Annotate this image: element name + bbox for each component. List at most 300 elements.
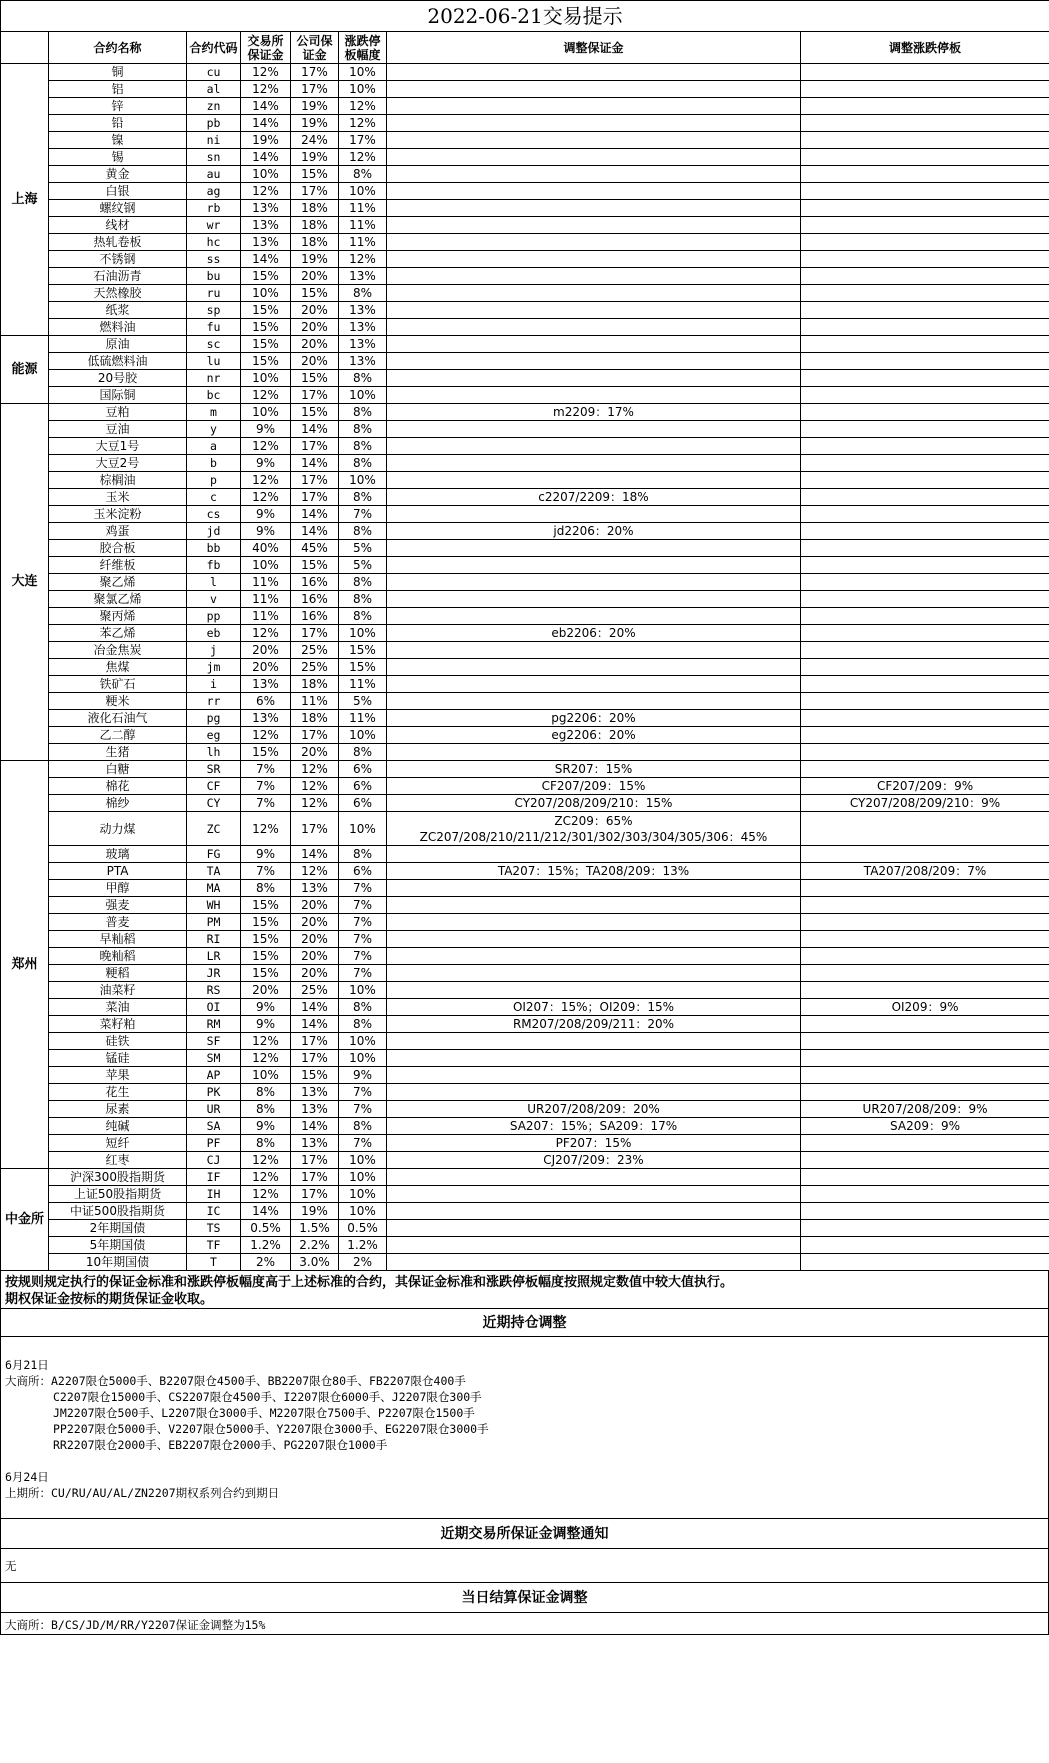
contract-name: 胶合板	[49, 540, 187, 557]
adjust-limit	[801, 251, 1049, 268]
exchange-margin: 9%	[241, 455, 291, 472]
exchange-margin: 9%	[241, 1118, 291, 1135]
contract-code: ni	[187, 132, 241, 149]
company-margin: 18%	[291, 676, 339, 693]
price-limit: 12%	[339, 251, 387, 268]
contract-code: ss	[187, 251, 241, 268]
table-row	[1, 336, 1049, 353]
adjust-margin	[387, 438, 801, 455]
table-row	[1, 132, 1049, 149]
contract-code: LR	[187, 948, 241, 965]
table-row	[1, 1186, 1049, 1203]
price-limit: 10%	[339, 1152, 387, 1169]
company-margin: 12%	[291, 761, 339, 778]
contract-name: 锌	[49, 98, 187, 115]
contract-name: 沪深300股指期货	[49, 1169, 187, 1186]
exchange-margin: 12%	[241, 438, 291, 455]
table-row	[1, 472, 1049, 489]
contract-code: lh	[187, 744, 241, 761]
rule-note	[0, 1271, 1049, 1309]
company-margin: 13%	[291, 1135, 339, 1152]
adjust-limit	[801, 149, 1049, 166]
company-margin: 20%	[291, 965, 339, 982]
exchange-margin: 8%	[241, 1101, 291, 1118]
adjust-margin	[387, 115, 801, 132]
adjust-limit	[801, 489, 1049, 506]
exchange-margin: 8%	[241, 880, 291, 897]
adjust-margin: SA207：15%；SA209：17%	[387, 1118, 801, 1135]
adjust-limit	[801, 744, 1049, 761]
adjust-limit: SA209：9%	[801, 1118, 1049, 1135]
contract-code: pg	[187, 710, 241, 727]
adjust-margin	[387, 744, 801, 761]
exchange-name: 郑州	[1, 761, 49, 1169]
price-limit: 7%	[339, 965, 387, 982]
contract-code: y	[187, 421, 241, 438]
price-limit: 8%	[339, 455, 387, 472]
company-margin: 12%	[291, 795, 339, 812]
exchange-margin: 9%	[241, 523, 291, 540]
adjust-margin	[387, 1220, 801, 1237]
company-margin: 20%	[291, 268, 339, 285]
contract-name: 液化石油气	[49, 710, 187, 727]
exchange-margin: 15%	[241, 965, 291, 982]
price-limit: 12%	[339, 115, 387, 132]
company-margin: 13%	[291, 1084, 339, 1101]
contract-name: 粳稻	[49, 965, 187, 982]
exchange-margin: 11%	[241, 608, 291, 625]
adjust-limit	[801, 98, 1049, 115]
header-limit: 涨跌停板幅度	[339, 32, 387, 64]
company-margin: 25%	[291, 642, 339, 659]
exchange-margin: 9%	[241, 1016, 291, 1033]
exchange-margin: 11%	[241, 574, 291, 591]
table-row	[1, 302, 1049, 319]
adjust-limit	[801, 285, 1049, 302]
table-row	[1, 591, 1049, 608]
exchange-margin: 12%	[241, 1050, 291, 1067]
adjust-margin: OI207：15%；OI209：15%	[387, 999, 801, 1016]
adjust-limit	[801, 1169, 1049, 1186]
price-limit: 13%	[339, 268, 387, 285]
adjust-margin: m2209：17%	[387, 404, 801, 421]
table-row	[1, 285, 1049, 302]
adjust-margin	[387, 676, 801, 693]
table-row	[1, 1033, 1049, 1050]
contract-code: PF	[187, 1135, 241, 1152]
adjust-limit	[801, 693, 1049, 710]
adjust-margin	[387, 1186, 801, 1203]
exchange-margin: 20%	[241, 982, 291, 999]
price-limit: 13%	[339, 302, 387, 319]
price-limit: 7%	[339, 506, 387, 523]
company-margin: 16%	[291, 591, 339, 608]
adjust-margin	[387, 472, 801, 489]
exchange-margin: 20%	[241, 659, 291, 676]
contract-code: AP	[187, 1067, 241, 1084]
adjust-margin	[387, 217, 801, 234]
contract-code: fu	[187, 319, 241, 336]
adjust-limit	[801, 965, 1049, 982]
company-margin: 25%	[291, 982, 339, 999]
positions-date-2: 6月24日	[5, 1470, 49, 1484]
adjust-margin: CF207/209：15%	[387, 778, 801, 795]
adjust-limit	[801, 557, 1049, 574]
company-margin: 13%	[291, 880, 339, 897]
table-row	[1, 149, 1049, 166]
table-row	[1, 693, 1049, 710]
adjust-limit	[801, 319, 1049, 336]
table-row	[1, 1135, 1049, 1152]
company-margin: 17%	[291, 1033, 339, 1050]
exchange-name: 中金所	[1, 1169, 49, 1271]
company-margin: 17%	[291, 64, 339, 81]
contract-code: nr	[187, 370, 241, 387]
company-margin: 45%	[291, 540, 339, 557]
table-row	[1, 846, 1049, 863]
price-limit: 17%	[339, 132, 387, 149]
adjust-limit	[801, 472, 1049, 489]
price-limit: 10%	[339, 64, 387, 81]
contract-code: sp	[187, 302, 241, 319]
contract-name: 燃料油	[49, 319, 187, 336]
adjust-margin	[387, 1033, 801, 1050]
contract-code: SR	[187, 761, 241, 778]
adjust-margin	[387, 64, 801, 81]
adjust-margin	[387, 268, 801, 285]
price-limit: 12%	[339, 98, 387, 115]
contract-name: 天然橡胶	[49, 285, 187, 302]
contract-name: 生猪	[49, 744, 187, 761]
header-row	[1, 32, 1049, 64]
table-row	[1, 438, 1049, 455]
price-limit: 8%	[339, 744, 387, 761]
adjust-margin: jd2206：20%	[387, 523, 801, 540]
table-row	[1, 1169, 1049, 1186]
adjust-margin: c2207/2209：18%	[387, 489, 801, 506]
adjust-limit	[801, 540, 1049, 557]
table-row	[1, 659, 1049, 676]
company-margin: 19%	[291, 149, 339, 166]
contract-code: TA	[187, 863, 241, 880]
company-margin: 17%	[291, 387, 339, 404]
company-margin: 15%	[291, 285, 339, 302]
company-margin: 19%	[291, 1203, 339, 1220]
contract-name: 油菜籽	[49, 982, 187, 999]
positions-date-1: 6月21日	[5, 1358, 49, 1372]
adjust-limit	[801, 387, 1049, 404]
price-limit: 7%	[339, 948, 387, 965]
table-row	[1, 251, 1049, 268]
adjust-limit	[801, 217, 1049, 234]
price-limit: 6%	[339, 795, 387, 812]
price-limit: 10%	[339, 625, 387, 642]
company-margin: 15%	[291, 557, 339, 574]
price-limit: 13%	[339, 319, 387, 336]
adjust-limit	[801, 1016, 1049, 1033]
contract-code: CJ	[187, 1152, 241, 1169]
adjust-margin	[387, 574, 801, 591]
adjust-margin	[387, 1254, 801, 1271]
exchange-margin: 12%	[241, 727, 291, 744]
contract-name: 低硫燃料油	[49, 353, 187, 370]
contract-name: 玉米	[49, 489, 187, 506]
adjust-limit	[801, 982, 1049, 999]
contract-name: 棉花	[49, 778, 187, 795]
margin-notice-title: 近期交易所保证金调整通知	[0, 1519, 1049, 1549]
adjust-limit	[801, 183, 1049, 200]
exchange-margin: 13%	[241, 217, 291, 234]
contract-name: 大豆2号	[49, 455, 187, 472]
price-limit: 15%	[339, 642, 387, 659]
contract-code: CY	[187, 795, 241, 812]
company-margin: 3.0%	[291, 1254, 339, 1271]
adjust-limit	[801, 81, 1049, 98]
price-limit: 8%	[339, 1118, 387, 1135]
adjust-margin	[387, 302, 801, 319]
table-row	[1, 965, 1049, 982]
contract-code: FG	[187, 846, 241, 863]
adjust-limit	[801, 574, 1049, 591]
exchange-margin: 10%	[241, 370, 291, 387]
adjust-limit	[801, 1237, 1049, 1254]
contract-name: 5年期国债	[49, 1237, 187, 1254]
contract-code: jd	[187, 523, 241, 540]
adjust-margin: CJ207/209：23%	[387, 1152, 801, 1169]
exchange-margin: 7%	[241, 761, 291, 778]
contract-code: UR	[187, 1101, 241, 1118]
contract-code: TF	[187, 1237, 241, 1254]
table-row	[1, 710, 1049, 727]
exchange-margin: 12%	[241, 489, 291, 506]
contract-code: TS	[187, 1220, 241, 1237]
table-row	[1, 982, 1049, 999]
adjust-margin	[387, 1084, 801, 1101]
contract-code: p	[187, 472, 241, 489]
adjust-margin	[387, 1169, 801, 1186]
table-row	[1, 778, 1049, 795]
contract-code: sc	[187, 336, 241, 353]
adjust-margin: ZC209：65% ZC207/208/210/211/212/301/302/303/304/305/306：45%	[387, 812, 801, 846]
adjust-margin	[387, 506, 801, 523]
exchange-margin: 15%	[241, 948, 291, 965]
contract-code: al	[187, 81, 241, 98]
table-row	[1, 1152, 1049, 1169]
adjust-limit	[801, 812, 1049, 846]
contract-code: CF	[187, 778, 241, 795]
contract-code: pp	[187, 608, 241, 625]
contract-name: 原油	[49, 336, 187, 353]
dce-label: 大商所：	[5, 1374, 51, 1388]
exchange-margin: 12%	[241, 1033, 291, 1050]
price-limit: 8%	[339, 846, 387, 863]
contract-name: 白银	[49, 183, 187, 200]
contract-code: SF	[187, 1033, 241, 1050]
adjust-limit	[801, 1254, 1049, 1271]
contract-name: 早籼稻	[49, 931, 187, 948]
adjust-margin	[387, 421, 801, 438]
adjust-limit	[801, 1050, 1049, 1067]
exchange-margin: 15%	[241, 319, 291, 336]
rule-note-line1: 按规则规定执行的保证金标准和涨跌停板幅度高于上述标准的合约，其保证金标准和涨跌停板幅度按照规定数值中较大值执行。	[5, 1275, 734, 1290]
exchange-margin: 10%	[241, 1067, 291, 1084]
adjust-limit	[801, 132, 1049, 149]
table-row	[1, 642, 1049, 659]
table-row	[1, 455, 1049, 472]
table-row	[1, 863, 1049, 880]
contract-name: 大豆1号	[49, 438, 187, 455]
adjust-limit	[801, 880, 1049, 897]
table-row	[1, 1101, 1049, 1118]
settlement-title: 当日结算保证金调整	[0, 1583, 1049, 1613]
price-limit: 10%	[339, 812, 387, 846]
adjust-limit	[801, 914, 1049, 931]
exchange-margin: 8%	[241, 1084, 291, 1101]
company-margin: 25%	[291, 659, 339, 676]
contract-code: IF	[187, 1169, 241, 1186]
positions-title: 近期持仓调整	[0, 1309, 1049, 1337]
adjust-limit	[801, 506, 1049, 523]
adjust-margin	[387, 455, 801, 472]
contract-name: 聚乙烯	[49, 574, 187, 591]
adjust-margin	[387, 251, 801, 268]
dce-line-1: A2207限仓5000手、B2207限仓4500手、BB2207限仓80手、FB2207限仓400手	[51, 1374, 466, 1388]
price-limit: 8%	[339, 285, 387, 302]
contract-name: 线材	[49, 217, 187, 234]
contract-code: SA	[187, 1118, 241, 1135]
contract-code: pb	[187, 115, 241, 132]
table-row	[1, 625, 1049, 642]
adjust-margin	[387, 914, 801, 931]
company-margin: 15%	[291, 370, 339, 387]
adjust-limit: UR207/208/209：9%	[801, 1101, 1049, 1118]
exchange-margin: 10%	[241, 166, 291, 183]
exchange-margin: 13%	[241, 234, 291, 251]
price-limit: 6%	[339, 761, 387, 778]
contract-name: 粳米	[49, 693, 187, 710]
adjust-margin	[387, 183, 801, 200]
contract-code: au	[187, 166, 241, 183]
exchange-margin: 12%	[241, 812, 291, 846]
contract-name: 玉米淀粉	[49, 506, 187, 523]
contract-code: eg	[187, 727, 241, 744]
table-row	[1, 523, 1049, 540]
table-row	[1, 234, 1049, 251]
table-row	[1, 999, 1049, 1016]
price-limit: 10%	[339, 1033, 387, 1050]
adjust-limit	[801, 897, 1049, 914]
company-margin: 12%	[291, 863, 339, 880]
table-row	[1, 183, 1049, 200]
table-row	[1, 761, 1049, 778]
exchange-margin: 14%	[241, 149, 291, 166]
adjust-margin	[387, 1203, 801, 1220]
price-limit: 8%	[339, 999, 387, 1016]
header-contract-name: 合约名称	[49, 32, 187, 64]
exchange-margin: 20%	[241, 642, 291, 659]
adjust-limit: CF207/209：9%	[801, 778, 1049, 795]
contract-code: zn	[187, 98, 241, 115]
contract-name: 热轧卷板	[49, 234, 187, 251]
adjust-margin	[387, 166, 801, 183]
exchange-margin: 7%	[241, 863, 291, 880]
exchange-margin: 7%	[241, 778, 291, 795]
adjust-limit	[801, 200, 1049, 217]
contract-code: IH	[187, 1186, 241, 1203]
contract-name: 石油沥青	[49, 268, 187, 285]
exchange-margin: 15%	[241, 302, 291, 319]
contract-name: 棉纱	[49, 795, 187, 812]
company-margin: 20%	[291, 336, 339, 353]
table-row	[1, 319, 1049, 336]
company-margin: 18%	[291, 200, 339, 217]
contract-name: 鸡蛋	[49, 523, 187, 540]
price-limit: 11%	[339, 217, 387, 234]
company-margin: 20%	[291, 744, 339, 761]
contract-name: 菜油	[49, 999, 187, 1016]
exchange-margin: 10%	[241, 285, 291, 302]
table-row	[1, 1203, 1049, 1220]
adjust-limit	[801, 710, 1049, 727]
table-row	[1, 115, 1049, 132]
contract-code: lu	[187, 353, 241, 370]
header-company-margin: 公司保证金	[291, 32, 339, 64]
contract-code: jm	[187, 659, 241, 676]
price-limit: 6%	[339, 863, 387, 880]
adjust-limit	[801, 591, 1049, 608]
header-adjust-limit: 调整涨跌停板	[801, 32, 1049, 64]
contract-code: eb	[187, 625, 241, 642]
contract-name: 豆粕	[49, 404, 187, 421]
dce-line-2: C2207限仓15000手、CS2207限仓4500手、I2207限仓6000手、J2207限仓300手	[53, 1390, 482, 1404]
contract-code: j	[187, 642, 241, 659]
exchange-margin: 12%	[241, 625, 291, 642]
table-row	[1, 557, 1049, 574]
contract-code: rr	[187, 693, 241, 710]
company-margin: 14%	[291, 455, 339, 472]
exchange-margin: 14%	[241, 98, 291, 115]
contract-code: bc	[187, 387, 241, 404]
price-limit: 8%	[339, 370, 387, 387]
table-row	[1, 268, 1049, 285]
dce-position-block	[5, 1373, 1044, 1453]
adjust-limit	[801, 931, 1049, 948]
header-exchange-margin: 交易所保证金	[241, 32, 291, 64]
contract-code: ZC	[187, 812, 241, 846]
adjust-limit	[801, 421, 1049, 438]
price-limit: 10%	[339, 387, 387, 404]
adjust-margin	[387, 1237, 801, 1254]
price-limit: 10%	[339, 81, 387, 98]
price-limit: 10%	[339, 1050, 387, 1067]
price-limit: 7%	[339, 1101, 387, 1118]
company-margin: 14%	[291, 846, 339, 863]
contract-code: MA	[187, 880, 241, 897]
adjust-margin: eg2206：20%	[387, 727, 801, 744]
dce-line-3: JM2207限仓500手、L2207限仓3000手、M2207限仓7500手、P2207限仓1500手	[53, 1406, 475, 1420]
company-margin: 14%	[291, 1016, 339, 1033]
exchange-margin: 15%	[241, 336, 291, 353]
exchange-margin: 12%	[241, 472, 291, 489]
exchange-name: 能源	[1, 336, 49, 404]
company-margin: 19%	[291, 251, 339, 268]
exchange-margin: 8%	[241, 1135, 291, 1152]
price-limit: 0.5%	[339, 1220, 387, 1237]
adjust-margin	[387, 982, 801, 999]
table-row	[1, 1237, 1049, 1254]
company-margin: 19%	[291, 115, 339, 132]
adjust-margin	[387, 98, 801, 115]
